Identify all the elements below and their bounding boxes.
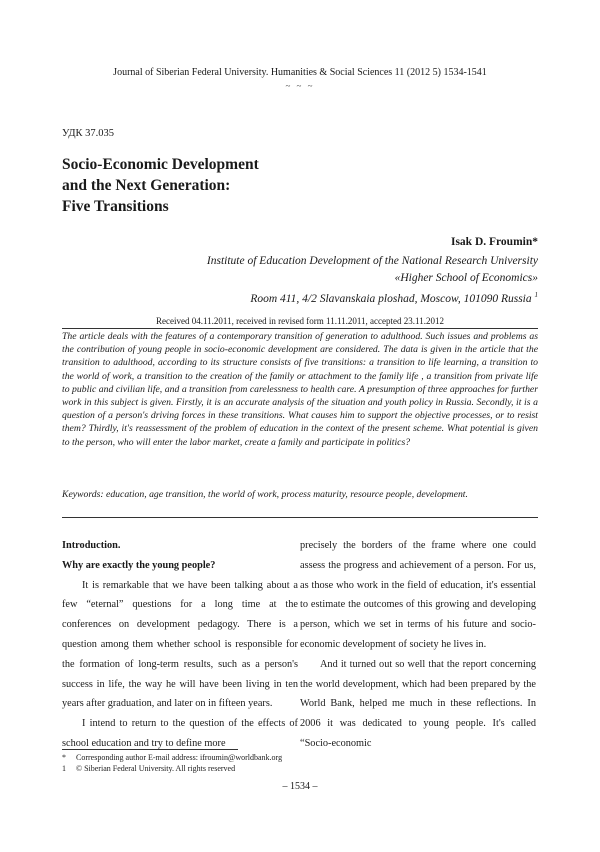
title-line-2: and the Next Generation:: [62, 177, 231, 194]
footnote-text: Corresponding author E-mail address: ifroumin@worldbank.org: [76, 753, 283, 762]
udk-code: УДК 37.035: [62, 128, 115, 139]
abstract-bottom-rule: [62, 517, 538, 518]
footnote-mark: *: [62, 753, 66, 762]
title-line-1: Socio-Economic Development: [62, 156, 259, 173]
abstract: The article deals with the features of a contemporary transition of generation to adulthood. Such issues and problems as the contribution of young people in socio-economic development are considered. The data is given in the article that the transition to adulthood, according to its structure consists of five transitions: a transition to life learning, a transition to the world of work, a transition to the creation of the family or attachment to the family life , a transition from private life to public and civilian life, and a transition from carelessness to health care. A presumption of three approaches for further work in this subject is given. Firstly, it is an accurate analysis of the situation and youth policy in Russia. Secondly, it is a question of a person's driving forces in these transitions. What causes him to support the objective processes, or to resist them? Thirdly, it's reassessment of the problem of education in the context of the present scheme. What potential is given to the person, who will enter the labor market, create a family and participate in politics?: [62, 331, 538, 448]
section-title-introduction: Introduction.: [62, 540, 121, 551]
footnote-text: © Siberian Federal University. All rights reserved: [76, 764, 236, 773]
received-dates: Received 04.11.2011, received in revised form 11.11.2011, accepted 23.11.2012: [156, 316, 444, 326]
affiliation-line-1: Institute of Education Development of the National Research University: [206, 255, 538, 267]
affiliation-address: Room 411, 4/2 Slavanskaia ploshad, Moscow, 101090 Russia: [250, 292, 532, 305]
footnote-item: [62, 752, 282, 763]
affiliation-line-3: [207, 287, 538, 308]
header-separator: ~ ~ ~: [285, 81, 315, 91]
footnote-rule: [62, 749, 238, 750]
footnotes: [62, 752, 282, 774]
paragraph: It is remarkable that we have been talking about a few “eternal” questions for a long time at the conferences on development pedagogy. There is a question among them whether school is responsible for the formation of long-term results, such as a person's success in life, the way he will have been living in ten years after graduation, and later on in fifteen years.: [62, 579, 298, 710]
title-line-3: Five Transitions: [62, 198, 169, 215]
footnote-item: [62, 763, 282, 774]
section-subtitle: Why are exactly the young people?: [62, 559, 216, 571]
author-name: Isak D. Froumin*: [450, 236, 538, 248]
keywords: Keywords: education, age transition, the world of work, process maturity, resource people, development.: [62, 489, 468, 500]
article-title: [62, 154, 259, 217]
affiliation-footnote-mark: 1: [534, 291, 538, 299]
journal-header: Journal of Siberian Federal University. Humanities & Social Sciences 11 (2012 5) 1534-1541: [113, 67, 487, 78]
right-column: [300, 536, 536, 754]
author-affiliation: [207, 253, 538, 308]
paragraph: I intend to return to the question of the effects of school education and try to define more: [62, 718, 298, 749]
footnote-mark: 1: [62, 764, 66, 773]
affiliation-line-2: «Higher School of Economics»: [394, 272, 538, 284]
page-number: – 1534 –: [282, 781, 318, 792]
paragraph: And it turned out so well that the report concerning the world development, which had been prepared by the World Bank, helped me much in these reflections. In 2006 it was dedicated to young people. It's called “Socio-economic: [300, 658, 536, 749]
paragraph: precisely the borders of the frame where one could assess the progress and achievement of a person. For us, as those who work in the field of education, it's essential to estimate the outcomes of this growing and developing person, which we set in terms of his future and socio-economic development of society he lives in.: [300, 540, 536, 650]
left-column: [62, 536, 298, 754]
abstract-top-rule: [62, 328, 538, 329]
